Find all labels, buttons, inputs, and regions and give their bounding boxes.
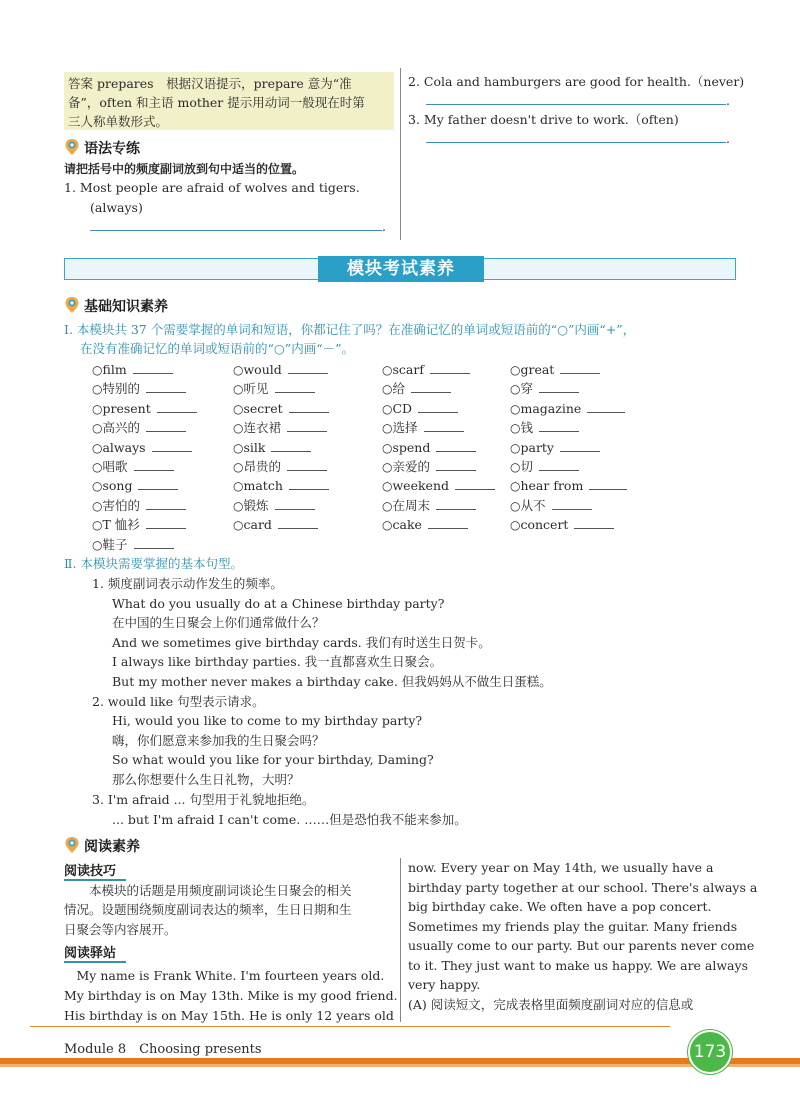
- vocab-word: silk: [243, 439, 266, 455]
- reading-tips-line: 情况。设题围绕频度副词表达的频率，生日日期和生: [64, 902, 352, 917]
- vocab-word: weekend: [392, 478, 450, 494]
- vocab-item[interactable]: [382, 418, 464, 439]
- answer-line-3: 三人称单数形式。: [68, 114, 169, 129]
- pattern-sentence: But my mother never makes a birthday cake. 但我妈妈从不做生日蛋糕。: [112, 674, 552, 689]
- pattern-sentence: 嗨，你们愿意来参加我的生日聚会吗？: [112, 733, 325, 748]
- mark-circle-icon[interactable]: ○: [233, 421, 244, 436]
- vocab-blank[interactable]: [289, 477, 329, 490]
- vocab-blank[interactable]: [560, 439, 600, 452]
- vocab-word: 穿: [520, 381, 533, 397]
- vocab-blank[interactable]: [560, 361, 600, 374]
- vocab-blank[interactable]: [134, 536, 174, 549]
- passage-line: now. Every year on May 14th, we usually have a: [408, 860, 714, 875]
- vocab-item[interactable]: [382, 360, 470, 381]
- vocab-word: 给: [392, 381, 405, 397]
- passage-line: My name is Frank White. I'm fourteen years old.: [64, 968, 385, 983]
- answer-box: [64, 72, 394, 130]
- period: .: [726, 131, 730, 146]
- mark-circle-icon[interactable]: ○: [510, 460, 521, 474]
- grammar-q1-line1: 1. Most people are afraid of wolves and tigers.: [64, 180, 360, 195]
- vocab-word: great: [520, 362, 555, 377]
- pattern-1-heading: 1. 频度副词表示动作发生的频率。: [92, 576, 283, 591]
- vocab-blank[interactable]: [436, 497, 476, 510]
- footer-rule: [30, 1026, 670, 1027]
- reading-station-tag: 阅读驿站: [64, 942, 126, 963]
- mark-circle-icon[interactable]: ○: [382, 440, 393, 455]
- grammar-q2-answer-line[interactable]: [426, 92, 736, 106]
- vocab-blank[interactable]: [146, 380, 186, 393]
- mark-circle-icon[interactable]: ○: [92, 401, 103, 416]
- vocab-blank[interactable]: [278, 516, 318, 529]
- passage-line: birthday party together at our school. There's always a: [408, 880, 758, 895]
- vocab-blank[interactable]: [134, 458, 174, 471]
- mark-circle-icon[interactable]: ○: [233, 518, 244, 533]
- mark-circle-icon[interactable]: ○: [92, 498, 103, 513]
- passage-line: usually come to our party. But our parents never come: [408, 938, 755, 953]
- vocab-item[interactable]: [510, 515, 614, 536]
- vocab-word: 特别的: [102, 381, 140, 397]
- vocab-word: 切: [520, 459, 533, 474]
- vocab-item[interactable]: [382, 457, 476, 478]
- vocab-blank[interactable]: [146, 516, 186, 529]
- mark-circle-icon[interactable]: ○: [382, 382, 393, 397]
- vocab-blank[interactable]: [146, 419, 186, 432]
- vocab-word: 连衣裙: [243, 420, 281, 436]
- vocab-word: 锻炼: [243, 497, 269, 513]
- pattern-sentence: 在中国的生日聚会上你们通常做什么？: [112, 615, 325, 630]
- vocab-item[interactable]: [382, 476, 495, 497]
- pattern-2-heading: 2. would like 句型表示请求。: [92, 694, 265, 709]
- grammar-instruction: 请把括号中的频度副词放到句中适当的位置。: [64, 162, 305, 176]
- vocab-item[interactable]: [92, 418, 186, 439]
- mark-circle-icon[interactable]: ○: [233, 479, 244, 494]
- grammar-q3: 3. My father doesn't drive to work.（often): [408, 112, 679, 127]
- column-divider: [400, 68, 401, 240]
- vocab-blank[interactable]: [138, 477, 178, 490]
- vocab-item[interactable]: [382, 496, 476, 517]
- reading-section-title: [64, 836, 140, 856]
- mark-circle-icon[interactable]: ○: [382, 498, 393, 513]
- passage-line: very happy.: [408, 977, 481, 992]
- vocab-blank[interactable]: [539, 458, 579, 471]
- basics-title: 基础知识素养: [84, 299, 168, 315]
- vocab-item[interactable]: [92, 457, 174, 478]
- vocab-item[interactable]: [233, 360, 328, 381]
- mark-circle-icon[interactable]: ○: [233, 498, 244, 513]
- vocab-word: song: [102, 478, 133, 494]
- vocab-item[interactable]: [510, 476, 627, 497]
- mark-circle-icon[interactable]: ○: [92, 460, 103, 474]
- vocab-blank[interactable]: [428, 516, 468, 529]
- vocab-word: 害怕的: [102, 497, 140, 513]
- vocab-blank[interactable]: [574, 516, 614, 529]
- vocab-item[interactable]: [510, 496, 592, 517]
- mark-circle-icon[interactable]: ○: [92, 537, 103, 552]
- answer-line-1: 答案 prepares 根据汉语提示，prepare 意为“准: [68, 76, 352, 91]
- vocab-item[interactable]: [382, 515, 468, 536]
- basics-part2-title: Ⅱ. 本模块需要掌握的基本句型。: [64, 556, 243, 571]
- location-pin-icon: [64, 138, 80, 156]
- mark-circle-icon[interactable]: ○: [92, 518, 103, 533]
- mark-circle-icon[interactable]: ○: [382, 518, 393, 533]
- pattern-3-heading: 3. I'm afraid ... 句型用于礼貌地拒绝。: [92, 792, 315, 807]
- vocab-word: cake: [392, 517, 422, 533]
- answer-line-2: 备”，often 和主语 mother 提示用动词一般现在时第: [68, 95, 365, 110]
- vocab-item[interactable]: [233, 457, 327, 478]
- grammar-q1-line2: (always): [90, 200, 143, 215]
- vocab-item[interactable]: [510, 438, 600, 459]
- vocab-item[interactable]: [233, 515, 318, 536]
- page-number-badge: 173: [688, 1030, 732, 1074]
- vocab-blank[interactable]: [424, 419, 464, 432]
- mark-circle-icon[interactable]: ○: [510, 440, 521, 455]
- grammar-q1-answer-line[interactable]: [90, 218, 386, 232]
- basics-part1-line1: Ⅰ. 本模块共 37 个需要掌握的单词和短语，你都记住了吗？在准确记忆的单词或短语前的“○”内画“+”，: [64, 322, 636, 337]
- basics-part1-line2: 在没有准确记忆的单词或短语前的“○”内画“－”。: [80, 341, 354, 356]
- vocab-item[interactable]: [92, 496, 186, 517]
- vocab-blank[interactable]: [455, 477, 495, 490]
- vocab-item[interactable]: [382, 438, 476, 459]
- vocab-item[interactable]: [510, 379, 579, 400]
- location-pin-icon: [64, 836, 80, 854]
- vocab-blank[interactable]: [436, 439, 476, 452]
- vocab-word: 鞋子: [102, 536, 128, 552]
- vocab-item[interactable]: [382, 379, 451, 400]
- module-banner-title: 模块考试素养: [318, 256, 484, 282]
- vocab-word: concert: [520, 517, 569, 533]
- reading-tips-label: [64, 860, 126, 881]
- vocab-item[interactable]: [233, 476, 329, 497]
- footer-band-light: [0, 1064, 800, 1067]
- vocab-word: 听见: [243, 381, 269, 397]
- mark-circle-icon[interactable]: ○: [510, 479, 521, 494]
- vocab-item[interactable]: [510, 418, 579, 439]
- mark-circle-icon[interactable]: ○: [382, 479, 393, 494]
- vocab-blank[interactable]: [287, 419, 327, 432]
- vocab-blank[interactable]: [430, 361, 470, 374]
- grammar-section-title: [64, 138, 140, 158]
- grammar-title: 语法专练: [84, 141, 140, 157]
- passage-line: Sometimes my friends play the guitar. Many friends: [408, 919, 738, 934]
- pattern-sentence: So what would you like for your birthday, Daming?: [112, 752, 434, 767]
- vocab-blank[interactable]: [436, 458, 476, 471]
- mark-circle-icon[interactable]: ○: [92, 479, 103, 494]
- mark-circle-icon[interactable]: ○: [510, 363, 521, 377]
- vocab-blank[interactable]: [539, 419, 579, 432]
- vocab-item[interactable]: [233, 496, 315, 517]
- vocab-blank[interactable]: [418, 400, 458, 413]
- mark-circle-icon[interactable]: ○: [233, 363, 244, 377]
- mark-circle-icon[interactable]: ○: [92, 440, 103, 455]
- mark-circle-icon[interactable]: ○: [382, 363, 393, 377]
- period: .: [726, 93, 730, 108]
- mark-circle-icon[interactable]: ○: [382, 460, 393, 474]
- grammar-q2: 2. Cola and hamburgers are good for health.（never): [408, 74, 745, 89]
- vocab-word: spend: [392, 439, 431, 455]
- vocab-word: 在周末: [392, 497, 430, 513]
- vocab-word: hear from: [520, 478, 584, 494]
- mark-circle-icon[interactable]: ○: [233, 401, 244, 416]
- vocab-word: always: [102, 439, 146, 455]
- vocab-blank[interactable]: [411, 380, 451, 393]
- vocab-word: 高兴的: [102, 420, 140, 436]
- vocab-word: 亲爱的: [392, 459, 430, 474]
- vocab-blank[interactable]: [587, 400, 625, 413]
- vocab-item[interactable]: [92, 360, 173, 381]
- vocab-word: film: [102, 362, 127, 377]
- vocab-word: secret: [243, 400, 283, 416]
- reading-station-label: [64, 942, 126, 963]
- period: .: [382, 219, 386, 234]
- vocab-blank[interactable]: [157, 400, 197, 413]
- vocab-item[interactable]: [510, 399, 625, 420]
- vocab-item[interactable]: [92, 535, 174, 556]
- mark-circle-icon[interactable]: ○: [382, 421, 393, 436]
- mark-circle-icon[interactable]: ○: [233, 382, 244, 397]
- vocab-item[interactable]: [233, 418, 327, 439]
- vocab-word: 选择: [392, 420, 418, 436]
- mark-circle-icon[interactable]: ○: [233, 460, 244, 474]
- mark-circle-icon[interactable]: ○: [382, 401, 393, 416]
- vocab-blank[interactable]: [552, 497, 592, 510]
- vocab-item[interactable]: [233, 399, 329, 420]
- vocab-item[interactable]: [382, 399, 458, 420]
- mark-circle-icon[interactable]: ○: [92, 382, 103, 397]
- vocab-word: magazine: [520, 400, 582, 416]
- basics-section-title: [64, 296, 168, 316]
- reading-task-a: (A) 阅读短文，完成表格里面频度副词对应的信息或: [408, 997, 694, 1012]
- vocab-blank[interactable]: [275, 380, 315, 393]
- vocab-word: would: [243, 362, 282, 377]
- pattern-sentence: I always like birthday parties. 我一直都喜欢生日聚会。: [112, 654, 443, 669]
- vocab-item[interactable]: [233, 438, 311, 459]
- vocab-blank[interactable]: [589, 477, 627, 490]
- pattern-sentence: 那么你想要什么生日礼物，大明？: [112, 772, 300, 787]
- mark-circle-icon[interactable]: ○: [510, 421, 521, 436]
- passage-line: to it. They just want to make us happy. We are always: [408, 958, 748, 973]
- vocab-word: T 恤衫: [102, 517, 140, 533]
- vocab-item[interactable]: [92, 515, 186, 536]
- vocab-word: card: [243, 517, 272, 533]
- vocab-word: 从不: [520, 497, 546, 513]
- vocab-item[interactable]: [233, 379, 315, 400]
- vocab-blank[interactable]: [539, 380, 579, 393]
- vocab-word: 昂贵的: [243, 459, 281, 474]
- footer-module-title: Module 8 Choosing presents: [64, 1042, 262, 1057]
- pattern-sentence: What do you usually do at a Chinese birthday party?: [112, 596, 445, 611]
- vocab-word: match: [243, 478, 283, 494]
- mark-circle-icon[interactable]: ○: [233, 440, 244, 455]
- mark-circle-icon[interactable]: ○: [92, 363, 103, 377]
- grammar-q3-answer-line[interactable]: [426, 130, 736, 144]
- reading-tips-line: 本模块的话题是用频度副词谈论生日聚会的相关: [64, 883, 352, 898]
- passage-line: My birthday is on May 13th. Mike is my good friend.: [64, 988, 398, 1003]
- mark-circle-icon[interactable]: ○: [510, 518, 521, 533]
- vocab-word: present: [102, 400, 151, 416]
- pattern-sentence: Hi, would you like to come to my birthday party?: [112, 713, 423, 728]
- mark-circle-icon[interactable]: ○: [510, 401, 521, 416]
- vocab-blank[interactable]: [152, 439, 192, 452]
- vocab-item[interactable]: [92, 379, 186, 400]
- vocab-word: CD: [392, 400, 413, 416]
- pattern-sentence: ... but I'm afraid I can't come. ……但是恐怕我不能来参加。: [112, 812, 467, 827]
- location-pin-icon: [64, 296, 80, 314]
- vocab-item[interactable]: [92, 399, 197, 420]
- vocab-blank[interactable]: [288, 361, 328, 374]
- pattern-sentence: And we sometimes give birthday cards. 我们有时送生日贺卡。: [112, 635, 491, 650]
- mark-circle-icon[interactable]: ○: [510, 498, 521, 513]
- vocab-item[interactable]: [92, 476, 178, 497]
- vocab-blank[interactable]: [275, 497, 315, 510]
- vocab-word: scarf: [392, 362, 424, 377]
- mark-circle-icon[interactable]: ○: [92, 421, 103, 436]
- vocab-item[interactable]: [510, 457, 579, 478]
- passage-line: big birthday cake. We often have a pop concert.: [408, 899, 712, 914]
- column-divider: [400, 858, 401, 1022]
- vocab-blank[interactable]: [289, 400, 329, 413]
- vocab-blank[interactable]: [287, 458, 327, 471]
- vocab-word: 唱歌: [102, 459, 128, 474]
- vocab-blank[interactable]: [271, 439, 311, 452]
- mark-circle-icon[interactable]: ○: [510, 382, 521, 397]
- vocab-word: party: [520, 439, 554, 455]
- vocab-item[interactable]: [92, 438, 192, 459]
- vocab-blank[interactable]: [133, 361, 173, 374]
- reading-tips-tag: 阅读技巧: [64, 860, 126, 881]
- passage-line: His birthday is on May 15th. He is only 12 years old: [64, 1008, 394, 1023]
- reading-title: 阅读素养: [84, 839, 140, 855]
- vocab-word: 钱: [520, 420, 533, 436]
- reading-tips-line: 日聚会等内容展开。: [64, 922, 177, 937]
- vocab-blank[interactable]: [146, 497, 186, 510]
- vocab-item[interactable]: [510, 360, 600, 381]
